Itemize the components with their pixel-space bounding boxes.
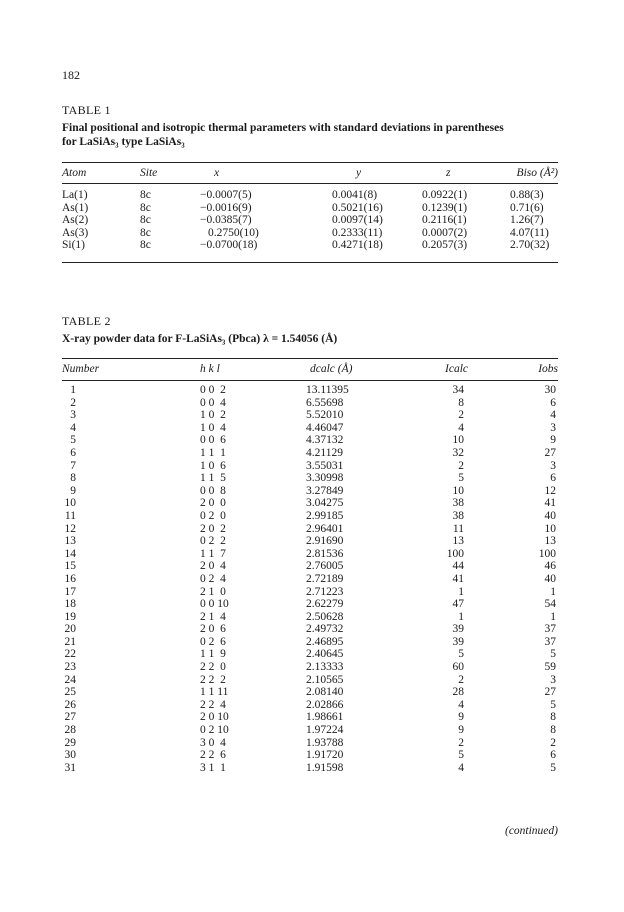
table2-cell-hkl: 2 0 10 (200, 711, 229, 724)
table1-caption-line2: for LaSiAs₃ type LaSiAs₃ (62, 136, 185, 148)
table2-cell-hkl: 1 0 6 (200, 459, 226, 472)
table2-cell-dcalc: 6.55698 (306, 396, 344, 409)
table2-row (62, 447, 558, 460)
table2-cell-number: 19 (64, 610, 76, 623)
table1-header-y: y (356, 167, 362, 179)
table2-cell-hkl: 0 0 10 (200, 598, 229, 611)
table2-row (62, 699, 558, 712)
table2-cell-iobs: 2 (550, 736, 556, 749)
table2-row (62, 560, 558, 573)
table2-cell-number: 28 (64, 724, 76, 737)
table1-cell-site: 8c (140, 226, 151, 239)
table1 (62, 164, 558, 251)
table1-cell-biso: 2.70(32) (510, 238, 550, 251)
table2-row (62, 749, 558, 762)
table2-cell-dcalc: 1.98661 (306, 711, 344, 724)
table2-top-rule (62, 358, 558, 359)
table1-cell-atom: Si(1) (62, 238, 85, 251)
table2-cell-icalc: 4 (458, 761, 464, 774)
table2-cell-hkl: 1 1 1 (200, 446, 226, 459)
table2-cell-hkl: 3 1 1 (200, 761, 226, 774)
table2-cell-dcalc: 3.27849 (306, 484, 344, 497)
table2-cell-icalc: 4 (458, 421, 464, 434)
table2-cell-dcalc: 2.96401 (306, 522, 344, 535)
table2-cell-number: 9 (70, 484, 76, 497)
table2-row (62, 636, 558, 649)
table2-cell-dcalc: 2.46895 (306, 635, 344, 648)
table2-cell-dcalc: 4.21129 (306, 446, 343, 459)
table1-cell-x: −0.0700(18) (200, 238, 258, 251)
table2-cell-iobs: 3 (550, 459, 556, 472)
table2-row (62, 397, 558, 410)
table1-cell-atom: As(1) (62, 202, 89, 214)
table2-cell-dcalc: 2.02866 (306, 698, 344, 711)
table1-cell-site: 8c (140, 238, 151, 251)
table2-row (62, 548, 558, 561)
table1-cell-biso: 0.88(3) (510, 188, 544, 201)
table2-cell-iobs: 5 (550, 761, 556, 774)
table2-cell-icalc: 5 (458, 648, 464, 661)
table2-cell-number: 30 (64, 749, 76, 762)
table1-cell-z: 0.1239(1) (422, 202, 468, 214)
table2-cell-hkl: 1 0 4 (200, 421, 226, 434)
table1-cell-z: 0.0007(2) (422, 226, 468, 239)
table2-cell-number: 11 (64, 509, 76, 522)
table2-cell-iobs: 100 (538, 547, 556, 560)
table2-cell-hkl: 2 2 4 (200, 698, 226, 711)
table1-caption-line1: Final positional and isotropic thermal parameters with standard deviations in parentheses (62, 122, 504, 134)
table2-cell-dcalc: 2.72189 (306, 572, 344, 585)
table2-cell-icalc: 38 (452, 509, 464, 522)
table1-cell-biso: 0.71(6) (510, 202, 544, 214)
table1-cell-biso: 1.26(7) (510, 214, 544, 227)
table2-cell-icalc: 13 (452, 535, 464, 548)
table2-cell-number: 24 (64, 673, 76, 686)
table2-cell-icalc: 2 (458, 673, 464, 686)
table2-cell-number: 17 (64, 585, 76, 598)
table2-cell-iobs: 3 (550, 421, 556, 434)
table2-cell-number: 13 (64, 535, 76, 548)
table2-cell-iobs: 37 (544, 623, 556, 636)
table2-cell-iobs: 3 (550, 673, 556, 686)
continued-note: (continued) (504, 825, 558, 837)
table2-cell-icalc: 44 (452, 560, 464, 573)
table2-cell-iobs: 8 (550, 724, 556, 737)
table2-cell-hkl: 0 0 8 (200, 484, 226, 497)
table2-cell-icalc: 28 (452, 686, 464, 699)
table2-cell-iobs: 27 (544, 446, 556, 459)
table2-cell-number: 16 (64, 572, 76, 585)
table1-header-rule (62, 183, 558, 184)
table2-cell-number: 20 (64, 623, 76, 636)
table2-cell-hkl: 1 1 9 (200, 648, 226, 661)
table2-cell-icalc: 39 (452, 635, 464, 648)
table2-cell-hkl: 1 1 11 (200, 686, 229, 699)
table2-cell-iobs: 5 (550, 698, 556, 711)
table2-cell-hkl: 0 2 4 (200, 572, 226, 585)
table2-cell-iobs: 30 (544, 384, 556, 396)
table2-cell-icalc: 100 (446, 547, 464, 560)
table2-cell-icalc: 4 (458, 698, 464, 711)
table1-row (62, 214, 558, 226)
table1-cell-y: 0.5021(16) (332, 202, 383, 214)
table2-cell-iobs: 54 (544, 598, 556, 611)
table2-cell-hkl: 1 1 5 (200, 472, 226, 485)
table2-cell-dcalc: 2.40645 (306, 648, 344, 661)
table2-cell-dcalc: 2.13333 (306, 661, 344, 674)
table2-cell-dcalc: 3.55031 (306, 459, 344, 472)
table2-cell-hkl: 2 2 2 (200, 673, 226, 686)
table1-cell-y: 0.0097(14) (332, 214, 383, 227)
table2-row (62, 497, 558, 510)
table2-cell-number: 5 (70, 434, 76, 447)
table2-label: TABLE 2 (62, 314, 111, 328)
table2-cell-hkl: 2 1 4 (200, 610, 226, 623)
table2-cell-number: 7 (70, 459, 76, 472)
table1-caption (62, 121, 562, 149)
table2-cell-icalc: 60 (452, 661, 464, 674)
table2-cell-number: 26 (64, 698, 76, 711)
table2 (62, 360, 558, 774)
table2-cell-number: 12 (64, 522, 76, 535)
table1-header-z: z (446, 167, 451, 179)
table2-row (62, 586, 558, 599)
table2-cell-hkl: 0 0 2 (200, 384, 226, 396)
table1-body (62, 182, 558, 251)
table1-cell-atom: La(1) (62, 188, 88, 201)
table2-cell-dcalc: 5.52010 (306, 409, 344, 422)
table2-header-number: Number (62, 363, 100, 375)
table1-label: TABLE 1 (62, 103, 111, 117)
table2-row (62, 623, 558, 636)
table2-cell-iobs: 6 (550, 396, 556, 409)
table1-cell-x: −0.0007(5) (200, 188, 252, 201)
table2-cell-hkl: 0 2 6 (200, 635, 226, 648)
table2-caption: X-ray powder data for F-LaSiAs₃ (Pbca) λ = 1.54056 (Å) (62, 333, 338, 345)
table2-cell-iobs: 27 (544, 686, 556, 699)
table2-cell-number: 29 (64, 736, 76, 749)
table2-cell-iobs: 10 (544, 522, 556, 535)
table1-cell-x: −0.0016(9) (200, 202, 252, 214)
table2-row (62, 472, 558, 485)
table1-cell-atom: As(2) (62, 214, 89, 227)
table2-cell-iobs: 1 (550, 610, 556, 623)
table2-cell-dcalc: 2.62279 (306, 598, 344, 611)
table2-cell-dcalc: 1.91720 (306, 749, 344, 762)
table2-cell-icalc: 5 (458, 472, 464, 485)
table2-row (62, 724, 558, 737)
table2-row (62, 674, 558, 687)
table2-cell-dcalc: 4.37132 (306, 434, 344, 447)
table2-cell-hkl: 2 0 6 (200, 623, 226, 636)
table2-cell-dcalc: 2.10565 (306, 673, 344, 686)
table2-cell-dcalc: 1.91598 (306, 761, 344, 774)
table2-cell-dcalc: 1.93788 (306, 736, 344, 749)
table2-cell-iobs: 40 (544, 509, 556, 522)
table1-cell-x: −0.0385(7) (200, 214, 252, 227)
table2-cell-hkl: 0 0 6 (200, 434, 226, 447)
table2-cell-icalc: 38 (452, 497, 464, 510)
table2-cell-iobs: 37 (544, 635, 556, 648)
table2-cell-icalc: 2 (458, 459, 464, 472)
table1-cell-x: 0.2750(10) (208, 226, 259, 239)
table2-row (62, 711, 558, 724)
table2-row (62, 485, 558, 498)
table2-cell-icalc: 10 (452, 434, 464, 447)
table2-cell-iobs: 41 (544, 497, 556, 510)
table2-row (62, 422, 558, 435)
table2-header-row (62, 360, 558, 378)
table1-row (62, 182, 558, 202)
table2-cell-hkl: 3 0 4 (200, 736, 226, 749)
table2-cell-iobs: 6 (550, 472, 556, 485)
table2-cell-iobs: 5 (550, 648, 556, 661)
table1-cell-z: 0.2116(1) (422, 214, 467, 227)
table1-cell-y: 0.2333(11) (332, 226, 383, 239)
table1-header-biso: Biso (Å²) (516, 167, 558, 179)
table2-row (62, 611, 558, 624)
table2-cell-number: 3 (70, 409, 76, 422)
table2-cell-dcalc: 3.04275 (306, 497, 344, 510)
table2-cell-number: 27 (64, 711, 76, 724)
table2-cell-dcalc: 13.11395 (306, 384, 349, 396)
table2-cell-iobs: 13 (544, 535, 556, 548)
table2-cell-number: 31 (64, 761, 76, 774)
table2-cell-hkl: 2 0 0 (200, 497, 226, 510)
table1-cell-site: 8c (140, 202, 151, 214)
table2-cell-number: 8 (70, 472, 76, 485)
table2-cell-number: 1 (70, 384, 76, 396)
table2-cell-iobs: 9 (550, 434, 556, 447)
page-number: 182 (62, 68, 80, 82)
table2-row (62, 460, 558, 473)
table2-cell-icalc: 1 (458, 585, 464, 598)
table2-cell-iobs: 46 (544, 560, 556, 573)
table2-row (62, 523, 558, 536)
table2-row (62, 686, 558, 699)
table1-cell-y: 0.0041(8) (332, 188, 378, 201)
table2-header-iobs: Iobs (538, 363, 558, 375)
table2-cell-hkl: 0 2 10 (200, 724, 229, 737)
table1-cell-z: 0.0922(1) (422, 188, 468, 201)
table2-cell-dcalc: 2.99185 (306, 509, 344, 522)
table1-top-rule (62, 162, 558, 163)
table1-cell-z: 0.2057(3) (422, 238, 468, 251)
table1-header-atom: Atom (62, 167, 87, 179)
table2-cell-dcalc: 2.71223 (306, 585, 344, 598)
table2-cell-icalc: 1 (458, 610, 464, 623)
table2-cell-dcalc: 2.81536 (306, 547, 344, 560)
table1-row (62, 227, 558, 239)
table2-row (62, 434, 558, 447)
table2-cell-iobs: 6 (550, 749, 556, 762)
table2-cell-icalc: 5 (458, 749, 464, 762)
table1-cell-site: 8c (140, 188, 151, 201)
table1-row (62, 239, 558, 251)
table1-bottom-rule (62, 262, 558, 263)
table2-cell-iobs: 8 (550, 711, 556, 724)
table1-header-x: x (214, 167, 220, 179)
table2-cell-number: 10 (64, 497, 76, 510)
table2-cell-hkl: 1 0 2 (200, 409, 226, 422)
table2-header-icalc: Icalc (445, 363, 468, 375)
table2-cell-icalc: 34 (452, 384, 464, 396)
table2-cell-iobs: 4 (550, 409, 556, 422)
table2-cell-hkl: 2 2 0 (200, 661, 226, 674)
table1-cell-biso: 4.07(11) (510, 226, 549, 239)
table2-cell-hkl: 0 0 4 (200, 396, 226, 409)
table2-cell-dcalc: 2.49732 (306, 623, 344, 636)
table2-cell-icalc: 9 (458, 711, 464, 724)
table2-cell-iobs: 59 (544, 661, 556, 674)
table2-cell-icalc: 10 (452, 484, 464, 497)
table2-cell-icalc: 9 (458, 724, 464, 737)
table1-row (62, 202, 558, 214)
table2-cell-icalc: 47 (452, 598, 464, 611)
table2-cell-number: 4 (70, 421, 76, 434)
table1-header-row (62, 164, 558, 182)
table2-cell-hkl: 2 2 6 (200, 749, 226, 762)
table2-cell-iobs: 40 (544, 572, 556, 585)
table2-row (62, 661, 558, 674)
table1-cell-atom: As(3) (62, 226, 89, 239)
table2-cell-number: 21 (64, 635, 76, 648)
table2-header-rule (62, 380, 558, 381)
table2-cell-hkl: 1 1 7 (200, 547, 226, 560)
table2-cell-icalc: 2 (458, 736, 464, 749)
table2-cell-dcalc: 2.76005 (306, 560, 344, 573)
table1-header-site: Site (140, 167, 158, 179)
table2-cell-number: 14 (64, 547, 76, 560)
table2-row (62, 762, 558, 775)
table2-row (62, 737, 558, 750)
table2-cell-dcalc: 2.08140 (306, 686, 344, 699)
table2-cell-hkl: 0 2 0 (200, 509, 226, 522)
table2-header-hkl: h k l (200, 363, 220, 375)
table1-cell-site: 8c (140, 214, 151, 227)
table2-cell-number: 18 (64, 598, 76, 611)
table2-cell-hkl: 0 2 2 (200, 535, 226, 548)
table2-cell-dcalc: 3.30998 (306, 472, 344, 485)
table2-row (62, 510, 558, 523)
table2-header-dcalc: dcalc (Å) (310, 363, 353, 375)
table2-cell-hkl: 2 1 0 (200, 585, 226, 598)
table2-cell-dcalc: 1.97224 (306, 724, 344, 737)
table2-cell-number: 23 (64, 661, 76, 674)
table2-cell-icalc: 41 (452, 572, 464, 585)
table2-cell-number: 22 (64, 648, 76, 661)
table2-cell-dcalc: 2.91690 (306, 535, 344, 548)
table2-cell-icalc: 2 (458, 409, 464, 422)
table2-cell-hkl: 2 0 4 (200, 560, 226, 573)
table2-cell-hkl: 2 0 2 (200, 522, 226, 535)
table2-cell-number: 15 (64, 560, 76, 573)
table2-cell-number: 6 (70, 446, 76, 459)
table2-cell-iobs: 1 (550, 585, 556, 598)
table2-cell-number: 2 (70, 396, 76, 409)
table2-row (62, 573, 558, 586)
table2-cell-icalc: 11 (452, 522, 464, 535)
table2-cell-icalc: 39 (452, 623, 464, 636)
table2-cell-dcalc: 2.50628 (306, 610, 344, 623)
table2-row (62, 598, 558, 611)
table2-cell-number: 25 (64, 686, 76, 699)
table2-cell-iobs: 12 (544, 484, 556, 497)
table2-cell-dcalc: 4.46047 (306, 421, 344, 434)
table2-body (62, 378, 558, 774)
table2-row (62, 535, 558, 548)
table2-row (62, 648, 558, 661)
table2-cell-icalc: 8 (458, 396, 464, 409)
table2-cell-icalc: 32 (452, 446, 464, 459)
table2-row (62, 409, 558, 422)
table1-cell-y: 0.4271(18) (332, 238, 383, 251)
